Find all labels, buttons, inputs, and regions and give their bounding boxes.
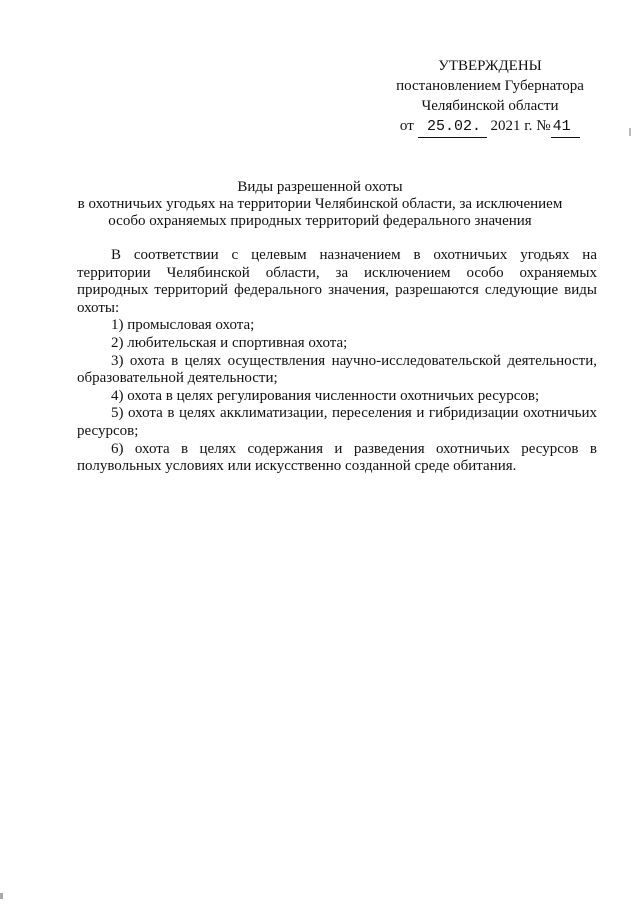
list-item: 4) охота в целях регулирования численности охотничьих ресурсов;	[111, 387, 540, 404]
list-item: 5) охота в целях акклиматизации, переселения и гибридизации охотничьих ресурсов;	[77, 405, 597, 439]
title-line-3: особо охраняемых природных территорий федерального значения	[108, 213, 532, 229]
approval-heading: УТВЕРЖДЕНЫ	[438, 58, 542, 74]
approval-line-1: постановлением Губернатора	[396, 78, 584, 94]
list-item: 1) промысловая охота;	[111, 317, 255, 334]
scan-edge-mark	[629, 128, 631, 136]
date-field	[418, 116, 487, 138]
number-field	[551, 116, 581, 138]
date-value: 25.02.	[427, 118, 482, 135]
date-prefix: от	[399, 118, 414, 134]
approval-line-2: Челябинской области	[421, 98, 559, 114]
document-number: 41	[552, 118, 571, 135]
list-item: 6) охота в целях содержания и разведения охотничьих ресурсов в полувольных условиях или искусственно созданной среде обитания.	[77, 440, 597, 475]
intro-paragraph: В соответствии с целевым назначением в охотничьих угодьях на территории Челябинской области, за исключением особо охраняемых природных территорий федерального значения, разрешаются следующие виды охоты:	[77, 247, 597, 316]
document-title	[60, 179, 580, 230]
year-and-number-label: 2021 г. №	[490, 118, 551, 134]
title-line-1: Виды разрешенной охоты	[237, 179, 403, 195]
approval-date-line	[380, 116, 600, 138]
list-item: 2) любительская и спортивная охота;	[111, 334, 348, 351]
approval-block	[380, 56, 600, 138]
title-line-2: в охотничьих угодьях на территории Челябинской области, за исключением	[77, 196, 563, 212]
scan-corner-mark	[0, 893, 3, 899]
document-body	[77, 247, 597, 476]
list-item: 3) охота в целях осуществления научно-исследовательской деятельности, образовательной деятельности;	[77, 352, 597, 387]
